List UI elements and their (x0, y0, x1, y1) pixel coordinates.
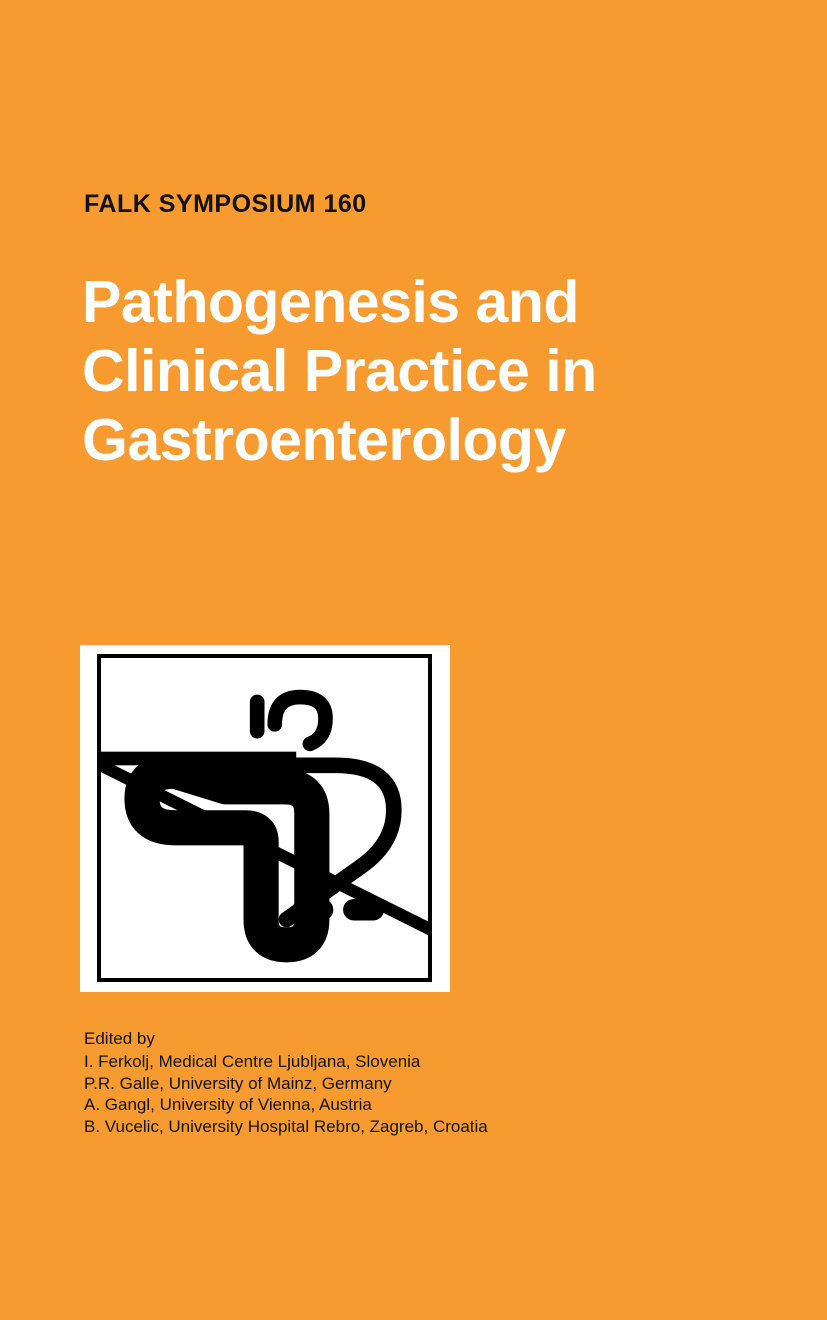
editors-block (84, 1028, 488, 1138)
editor-name-3: A. Gangl, University of Vienna, Austria (84, 1095, 372, 1115)
falk-foundation-logo-icon (101, 658, 428, 978)
editor-name-1: I. Ferkolj, Medical Centre Ljubljana, Slovenia (84, 1051, 421, 1071)
editor-name-4: B. Vucelic, University Hospital Rebro, Zagreb, Croatia (84, 1117, 488, 1136)
logo-frame (97, 654, 432, 982)
publisher-logo (80, 645, 450, 992)
editors-heading: Edited by (84, 1029, 155, 1048)
title-line-2: Clinical Practice in (82, 338, 597, 405)
editor-name-2: P.R. Galle, University of Mainz, Germany (84, 1073, 392, 1093)
title-line-3: Gastroenterology (82, 407, 566, 474)
page-title (82, 268, 722, 475)
title-line-1: Pathogenesis and (82, 269, 579, 335)
series-label: FALK SYMPOSIUM 160 (84, 190, 367, 218)
